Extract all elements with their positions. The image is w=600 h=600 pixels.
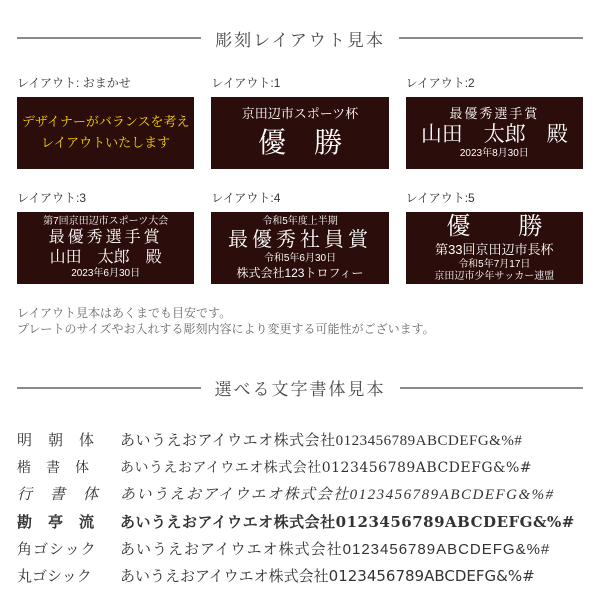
font-sample-kaisho: あいうえおアイウエオ株式会社0123456789ABCDEFG&%# [120, 459, 533, 476]
font-section-title [17, 378, 583, 398]
font-name-mincho: 明 朝 体 [17, 432, 95, 449]
font-name-kaisho: 楷 書 体 [17, 459, 90, 476]
plate-line: レイアウトいたします [41, 135, 171, 150]
engraving-plate-4 [211, 212, 388, 284]
plate-line: 優 勝 [257, 126, 342, 158]
layout-cell-3 [17, 189, 194, 284]
plate-line: 株式会社123トロフィー [236, 265, 364, 280]
layout-samples-row-1 [17, 74, 583, 169]
layout-section-title-text: 彫刻レイアウト見本 [215, 30, 385, 50]
font-sample-kanteiryu: あいうえおアイウエオ株式会社0123456789ABCDEFG&%# [120, 512, 575, 531]
engraving-plate-2 [406, 97, 583, 169]
engraving-plate-3 [17, 212, 194, 284]
font-row-kanteiryu [17, 509, 583, 536]
layout-label-3: レイアウト:3 [17, 191, 87, 205]
layout-label-2: レイアウト:2 [405, 76, 475, 90]
note-line-2: プレートのサイズやお入れする彫刻内容により変更する可能性がございます。 [17, 321, 435, 336]
plate-line: 第7回京田辺市スポーツ大会 [43, 215, 169, 227]
plate-line: 令和5年度上半期 [262, 215, 338, 227]
font-sample-marugothic: あいうえおアイウエオ株式会社0123456789ABCDEFG&%# [120, 566, 535, 585]
plate-line: 令和5年7月17日 [458, 258, 531, 270]
layout-cell-4 [211, 189, 388, 284]
title-rule-right [399, 37, 583, 39]
font-row-kakugothic [17, 536, 583, 563]
font-sample-table [17, 428, 583, 590]
plate-line: デザイナーがバランスを考え [21, 114, 190, 130]
plate-line: 京田辺市少年サッカー連盟 [434, 271, 555, 283]
plate-line: 最優秀選手賞 [449, 105, 540, 121]
plate-line: 優 勝 [446, 213, 543, 241]
engraving-plate-omakase [17, 97, 194, 169]
engraving-plate-1 [211, 97, 388, 169]
layout-cell-5 [406, 189, 583, 284]
layout-disclaimer-note [17, 306, 583, 338]
font-sample-gyosho: あいうえおアイウエオ株式会社0123456789ABCDEFG&%# [120, 486, 555, 503]
font-row-mincho [17, 428, 583, 455]
engraving-plate-5 [406, 212, 583, 284]
font-name-kakugothic: 角ゴシック [17, 540, 97, 558]
font-sample-mincho: あいうえおアイウエオ株式会社0123456789ABCDEFG&%# [120, 432, 523, 449]
font-name-gyosho: 行 書 体 [17, 486, 100, 503]
layout-cell-2 [406, 74, 583, 169]
layout-label-omakase: レイアウト: おまかせ [17, 76, 131, 90]
font-section-title-text: 選べる文字書体見本 [214, 380, 386, 400]
font-name-kanteiryu: 勘 亭 流 [17, 512, 95, 531]
layout-cell-omakase [17, 74, 194, 169]
note-line-1: レイアウト見本はあくまでも目安です。 [17, 306, 232, 320]
title-rule-left [17, 37, 201, 39]
plate-line: 京田辺市スポーツ杯 [241, 106, 359, 122]
font-name-marugothic: 丸ゴシック [17, 566, 92, 585]
layout-label-1: レイアウト:1 [211, 76, 281, 90]
plate-line: 第33回京田辺市長杯 [435, 242, 554, 258]
font-sample-kakugothic: あいうえおアイウエオ株式会社0123456789ABCDEFG&%# [120, 540, 551, 558]
plate-line: 最優秀選手賞 [48, 229, 163, 246]
plate-line: 2023年6月30日 [71, 268, 141, 279]
plate-line: 令和5年6月30日 [263, 253, 337, 264]
title-rule-left [17, 387, 201, 389]
plate-line: 最優秀社員賞 [227, 229, 372, 251]
font-row-kaisho [17, 455, 583, 482]
font-row-marugothic [17, 563, 583, 590]
plate-line: 2023年8月30日 [459, 148, 529, 159]
plate-line: 山田 太郎 殿 [49, 249, 162, 266]
layout-samples-row-2 [17, 189, 583, 284]
plate-line: 山田 太郎 殿 [420, 122, 568, 146]
layout-cell-1 [211, 74, 388, 169]
layout-label-4: レイアウト:4 [211, 191, 281, 205]
layout-label-5: レイアウト:5 [405, 191, 475, 205]
font-row-gyosho [17, 482, 583, 509]
layout-section-title [17, 28, 583, 48]
title-rule-right [400, 387, 584, 389]
